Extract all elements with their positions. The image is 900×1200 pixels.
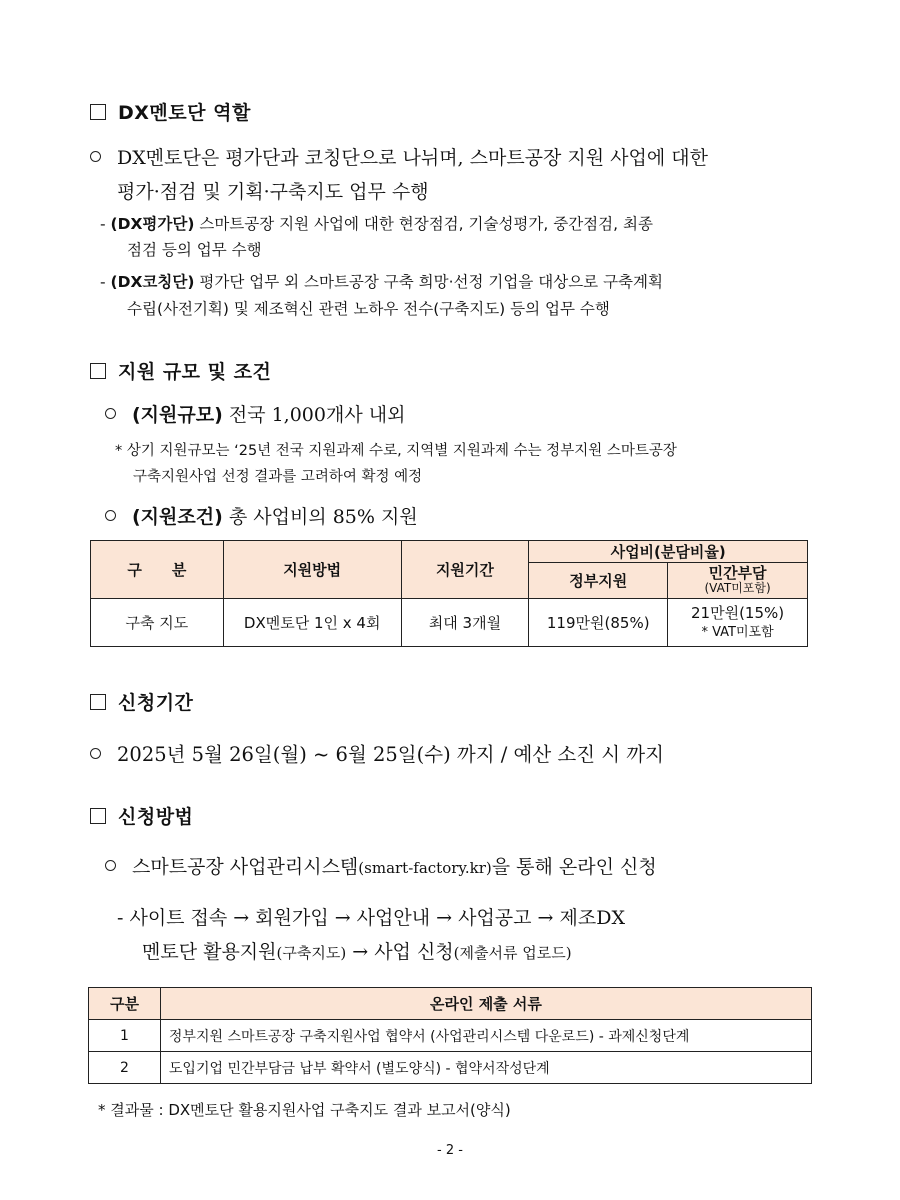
header-category: 구 분	[91, 541, 224, 599]
support-scale-line: (지원규모) 전국 1,000개사 내외	[105, 400, 405, 427]
roles-intro-line2: 평가·점검 및 기획·구축지도 업무 수행	[117, 181, 429, 203]
circle-bullet-icon	[90, 748, 101, 759]
cell-no: 1	[89, 1020, 161, 1052]
checkbox-square-icon	[90, 104, 106, 120]
cell-no: 2	[89, 1052, 161, 1084]
cell-private-share: 21만원(15%) * VAT미포함	[668, 599, 808, 647]
header-gov-support: 정부지원	[529, 563, 668, 599]
checkbox-square-icon	[90, 808, 106, 824]
circle-bullet-icon	[105, 510, 116, 521]
cell-gov-support: 119만원(85%)	[529, 599, 668, 647]
section-heading-period: 신청기간	[90, 688, 193, 715]
section-heading-method: 신청방법	[90, 802, 193, 829]
page-number: - 2 -	[437, 1143, 463, 1158]
cell-doc: 정부지원 스마트공장 구축지원사업 협약서 (사업관리시스템 다운로드) - 과제신청단계	[160, 1020, 811, 1052]
header-no: 구분	[89, 988, 161, 1020]
support-note-line2: 구축지원사업 선정 결과를 고려하여 확정 예정	[133, 469, 423, 485]
circle-bullet-icon	[90, 151, 101, 162]
apply-steps-line2: 멘토단 활용지원(구축지도) → 사업 신청(제출서류 업로드)	[142, 941, 572, 963]
roles-intro-line1: DX멘토단은 평가단과 코칭단으로 나뉘며, 스마트공장 지원 사업에 대한	[90, 143, 708, 170]
result-note: * 결과물 : DX멘토단 활용지원사업 구축지도 결과 보고서(양식)	[98, 1101, 511, 1119]
circle-bullet-icon	[105, 408, 116, 419]
header-period: 지원기간	[401, 541, 529, 599]
header-private-share: 민간부담 (VAT미포함)	[668, 563, 808, 599]
circle-bullet-icon	[105, 860, 116, 871]
cell-doc: 도입기업 민간부담금 납부 확약서 (별도양식) - 협약서작성단계	[160, 1052, 811, 1084]
online-apply-line: 스마트공장 사업관리시스템(smart-factory.kr)을 통해 온라인 신청	[105, 852, 657, 879]
section-heading-support: 지원 규모 및 조건	[90, 357, 271, 384]
header-docs: 온라인 제출 서류	[160, 988, 811, 1020]
support-note-line1: * 상기 지원규모는 ‘25년 전국 지원과제 수로, 지역별 지원과제 수는 정부지원 스마트공장	[115, 443, 677, 459]
table-row	[89, 1020, 812, 1052]
table-row	[91, 599, 808, 647]
apply-steps-line1: - 사이트 접속 → 회원가입 → 사업안내 → 사업공고 → 제조DX	[117, 907, 625, 929]
support-condition-line: (지원조건) 총 사업비의 85% 지원	[105, 502, 418, 529]
eval-team-line2: 점검 등의 업무 수행	[127, 241, 262, 259]
coach-team-line1: - (DX코칭단) 평가단 업무 외 스마트공장 구축 희망·선정 기업을 대상으로 구축계획	[100, 273, 663, 291]
eval-team-line1: - (DX평가단) 스마트공장 지원 사업에 대한 현장점검, 기술성평가, 중간점검, 최종	[100, 215, 653, 233]
checkbox-square-icon	[90, 363, 106, 379]
support-conditions-table	[90, 540, 808, 647]
submission-docs-table	[88, 987, 812, 1084]
cell-period: 최대 3개월	[401, 599, 529, 647]
cell-method: DX멘토단 1인 x 4회	[223, 599, 401, 647]
period-text-line: 2025년 5월 26일(월) ~ 6월 25일(수) 까지 / 예산 소진 시 까지	[90, 739, 664, 767]
section-heading-roles: DX멘토단 역할	[90, 98, 251, 125]
header-method: 지원방법	[223, 541, 401, 599]
coach-team-line2: 수립(사전기획) 및 제조혁신 관련 노하우 전수(구축지도) 등의 업무 수행	[127, 300, 610, 318]
checkbox-square-icon	[90, 694, 106, 710]
header-cost: 사업비(분담비율)	[529, 541, 808, 563]
table-row	[89, 1052, 812, 1084]
cell-category: 구축 지도	[91, 599, 224, 647]
